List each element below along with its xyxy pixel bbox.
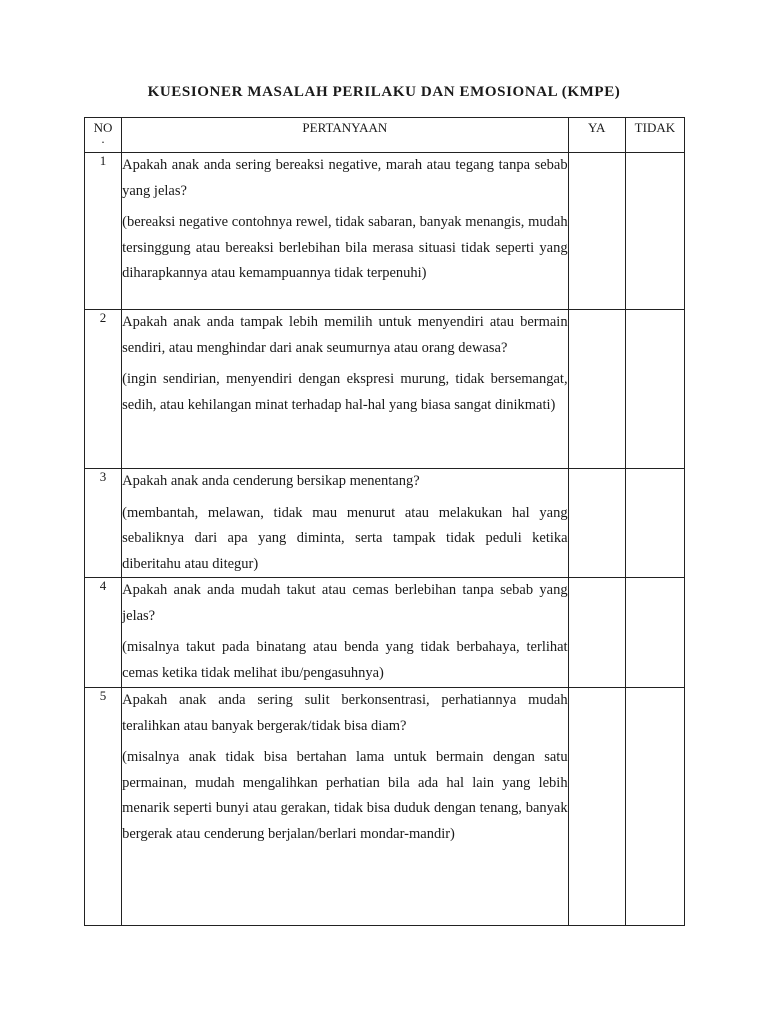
header-question: PERTANYAAN	[122, 118, 568, 153]
answer-no-cell[interactable]	[625, 153, 684, 310]
table-row	[85, 578, 685, 688]
header-no	[85, 118, 122, 153]
question-text: Apakah anak anda cenderung bersikap menentang?	[122, 473, 420, 489]
header-no-dot: .	[101, 131, 105, 146]
answer-no-cell[interactable]	[625, 469, 684, 578]
row-number: 2	[85, 310, 122, 469]
question-cell	[122, 469, 568, 578]
page-title: KUESIONER MASALAH PERILAKU DAN EMOSIONAL (KMPE)	[147, 84, 621, 100]
question-cell	[122, 688, 568, 926]
question-text: Apakah anak anda sering sulit berkonsentrasi, perhatiannya mudah teralihkan atau banyak bergerak/tidak bisa diam?	[122, 692, 568, 734]
header-no-label: NO	[93, 120, 113, 135]
table-row	[85, 310, 685, 469]
answer-yes-cell[interactable]	[568, 578, 625, 688]
answer-no-cell[interactable]	[625, 310, 684, 469]
table-row	[85, 469, 685, 578]
question-cell	[122, 578, 568, 688]
question-cell	[122, 153, 568, 310]
question-note: (membantah, melawan, tidak mau menurut atau melakukan hal yang sebaliknya dari apa yang diminta, serta tampak tidak peduli ketika diberitahu atau ditegur)	[122, 504, 568, 572]
row-number: 5	[85, 688, 122, 926]
question-cell	[122, 310, 568, 469]
answer-yes-cell[interactable]	[568, 688, 625, 926]
table-row	[85, 688, 685, 926]
question-note: (bereaksi negative contohnya rewel, tidak sabaran, banyak menangis, mudah tersinggung atau bereaksi berlebihan bila merasa situasi tidak seperti yang diharapkannya atau kemampuannya tidak terpenuhi)	[122, 214, 568, 281]
answer-no-cell[interactable]	[625, 578, 684, 688]
header-row	[85, 118, 685, 153]
answer-yes-cell[interactable]	[568, 310, 625, 469]
question-note: (ingin sendirian, menyendiri dengan ekspresi murung, tidak bersemangat, sedih, atau kehilangan minat terhadap hal-hal yang biasa sangat dinikmati)	[122, 371, 568, 413]
question-text: Apakah anak anda mudah takut atau cemas berlebihan tanpa sebab yang jelas?	[122, 582, 568, 624]
header-yes: YA	[568, 118, 625, 153]
question-note: (misalnya takut pada binatang atau benda yang tidak berbahaya, terlihat cemas ketika tidak melihat ibu/pengasuhnya)	[122, 639, 568, 681]
question-text: Apakah anak anda tampak lebih memilih untuk menyendiri atau bermain sendiri, atau menghindar dari anak seumurnya atau orang dewasa?	[122, 314, 568, 356]
question-note: (misalnya anak tidak bisa bertahan lama untuk bermain dengan satu permainan, mudah mengalihkan perhatian bila ada hal lain yang lebih menarik seperti bunyi atau gerakan, tidak bisa duduk dengan tenang, banyak bergerak atau cenderung berjalan/berlari mondar-mandir)	[122, 749, 568, 842]
questionnaire-table	[84, 117, 685, 926]
row-number: 4	[85, 578, 122, 688]
answer-yes-cell[interactable]	[568, 153, 625, 310]
question-text: Apakah anak anda sering bereaksi negative, marah atau tegang tanpa sebab yang jelas?	[122, 157, 568, 199]
header-no-answer: TIDAK	[625, 118, 684, 153]
table-row	[85, 153, 685, 310]
row-number: 3	[85, 469, 122, 578]
answer-no-cell[interactable]	[625, 688, 684, 926]
row-number: 1	[85, 153, 122, 310]
answer-yes-cell[interactable]	[568, 469, 625, 578]
